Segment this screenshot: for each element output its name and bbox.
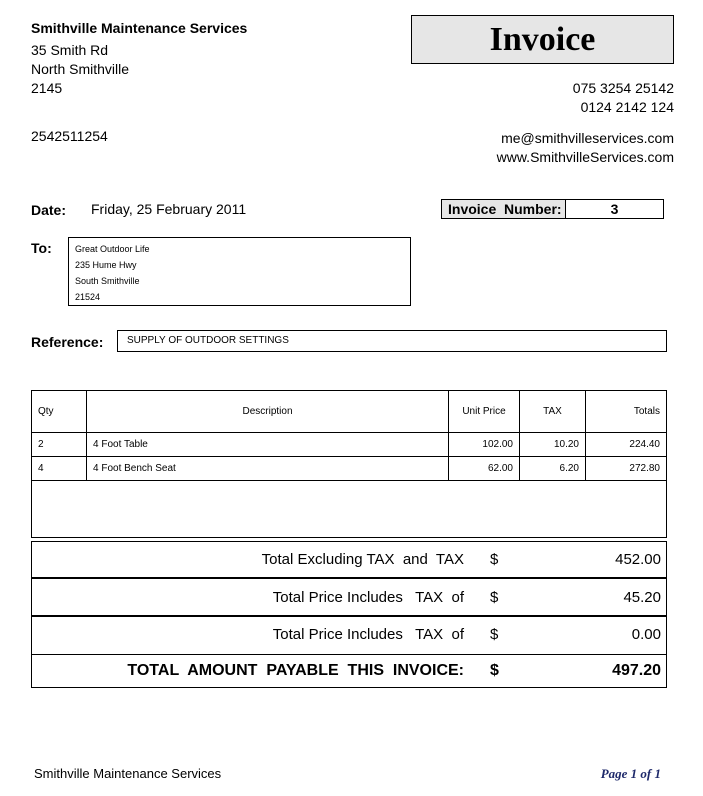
recipient-box xyxy=(68,237,411,306)
header-qty: Qty xyxy=(32,391,87,433)
company-postcode: 2145 xyxy=(31,80,63,96)
total-value: 452.00 xyxy=(615,551,661,568)
recipient-postcode: 21524 xyxy=(75,292,101,302)
invoice-number: 3 xyxy=(610,201,619,217)
recipient-street: 235 Hume Hwy xyxy=(75,260,137,270)
date-label: Date: xyxy=(31,202,67,218)
invoice-number-box xyxy=(441,199,664,219)
company-name: Smithville Maintenance Services xyxy=(31,20,248,36)
company-suburb: North Smithville xyxy=(31,61,130,77)
header-unit-price: Unit Price xyxy=(449,391,520,433)
to-label: To: xyxy=(31,240,52,256)
row-description: 4 Foot Bench Seat xyxy=(87,457,449,481)
row-total: 272.80 xyxy=(586,457,667,481)
total-tax-box xyxy=(31,578,667,616)
total-payable-box xyxy=(31,616,667,688)
company-phone-left: 2542511254 xyxy=(31,128,108,144)
recipient-name: Great Outdoor Life xyxy=(75,244,150,254)
row-unit-price: 102.00 xyxy=(449,433,520,457)
currency-symbol: $ xyxy=(490,589,499,606)
table-row xyxy=(32,433,667,457)
invoice-title: Invoice xyxy=(489,20,596,58)
header-totals: Totals xyxy=(586,391,667,433)
invoice-number-label: Invoice Number: xyxy=(442,200,566,218)
grand-total-value: 497.20 xyxy=(612,662,661,679)
page-indicator: Page 1 of 1 xyxy=(600,766,661,781)
row-description: 4 Foot Table xyxy=(87,433,449,457)
currency-symbol: $ xyxy=(490,662,499,679)
header-tax: TAX xyxy=(520,391,586,433)
company-website: www.SmithvilleServices.com xyxy=(496,149,674,165)
currency-symbol: $ xyxy=(490,626,499,643)
company-email: me@smithvilleservices.com xyxy=(501,130,674,146)
reference-value: SUPPLY OF OUTDOOR SETTINGS xyxy=(117,330,667,352)
invoice-title-box xyxy=(411,15,674,64)
table-row xyxy=(32,457,667,481)
total-label: Total Price Includes TAX of xyxy=(272,589,464,606)
currency-symbol: $ xyxy=(490,551,499,568)
row-unit-price: 62.00 xyxy=(449,457,520,481)
invoice-date: Friday, 25 February 2011 xyxy=(91,201,247,217)
reference-label: Reference: xyxy=(31,334,104,350)
table-header-row xyxy=(32,391,667,433)
company-phone-2: 0124 2142 124 xyxy=(580,99,674,115)
total-value: 45.20 xyxy=(623,589,661,606)
company-phone-1: 075 3254 25142 xyxy=(572,80,674,96)
total-value: 0.00 xyxy=(631,626,661,643)
total-label: Total Price Includes TAX of xyxy=(272,626,464,643)
table-empty-area xyxy=(32,481,667,538)
row-tax: 6.20 xyxy=(520,457,586,481)
total-excluding-tax-box xyxy=(31,541,667,578)
row-qty: 2 xyxy=(32,433,87,457)
line-items-table xyxy=(31,390,667,538)
grand-total-label: TOTAL AMOUNT PAYABLE THIS INVOICE: xyxy=(127,662,464,679)
company-street: 35 Smith Rd xyxy=(31,42,109,58)
row-qty: 4 xyxy=(32,457,87,481)
row-tax: 10.20 xyxy=(520,433,586,457)
header-description: Description xyxy=(87,391,449,433)
recipient-suburb: South Smithville xyxy=(75,276,140,286)
row-total: 224.40 xyxy=(586,433,667,457)
total-label: Total Excluding TAX and TAX xyxy=(261,551,464,568)
footer-company: Smithville Maintenance Services xyxy=(34,766,222,781)
